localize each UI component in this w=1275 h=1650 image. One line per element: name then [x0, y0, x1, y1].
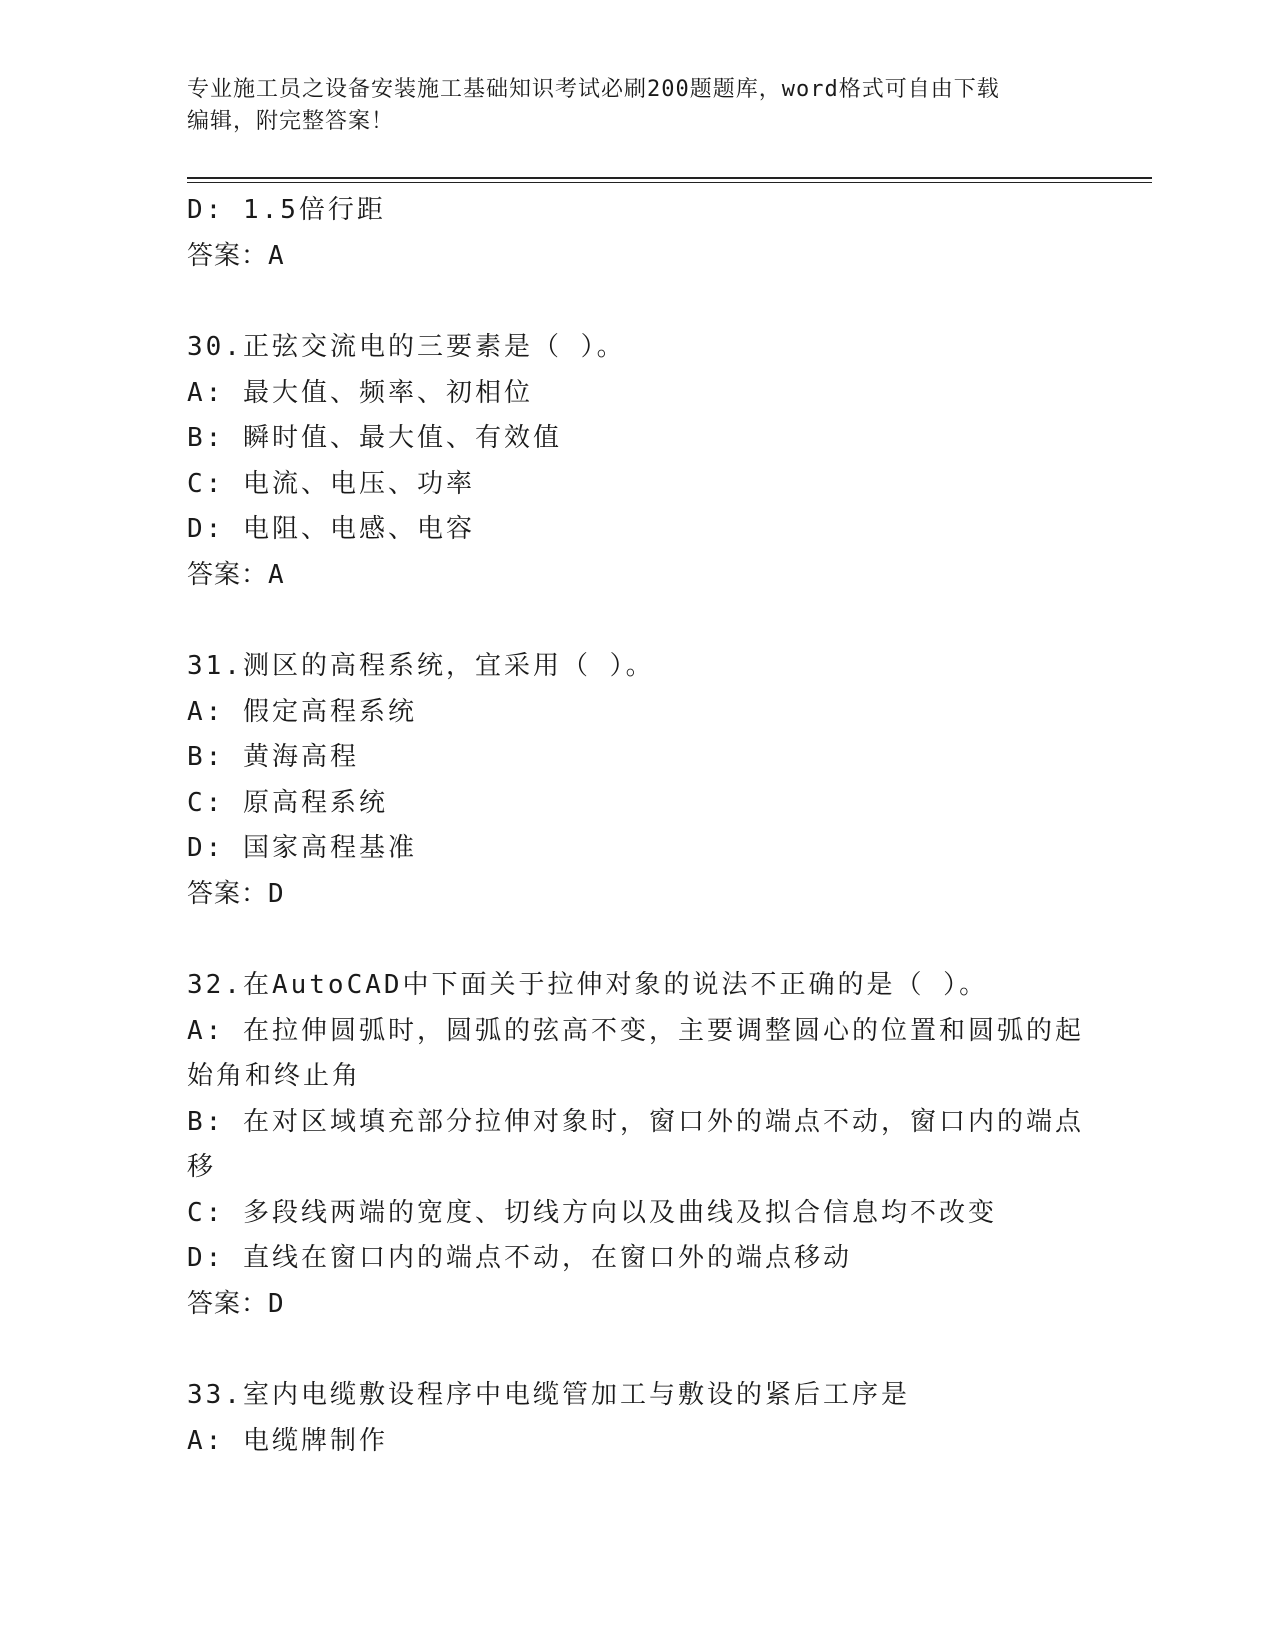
option-a: A: 在拉伸圆弧时，圆弧的弦高不变，主要调整圆心的位置和圆弧的起: [187, 1015, 1084, 1046]
header-title-line-2: 编辑，附完整答案！: [187, 109, 395, 134]
option-d: D: 电阻、电感、电容: [187, 514, 475, 544]
option-d: D: 1.5倍行距: [187, 195, 386, 225]
question-31: [187, 644, 1087, 917]
option-a: A: 假定高程系统: [187, 696, 417, 727]
option-b: B: 黄海高程: [187, 742, 359, 772]
spacer: [187, 1327, 1087, 1373]
header-title-line-1: 专业施工员之设备安装施工基础知识考试必刷200题题库，word格式可自由下载: [187, 77, 1000, 102]
question-stem: 33.室内电缆敷设程序中电缆管加工与敷设的紧后工序是: [187, 1380, 910, 1410]
option-d: D: 国家高程基准: [187, 833, 417, 863]
question-30: [187, 325, 1087, 598]
answer: 答案：A: [187, 240, 285, 271]
question-33: [187, 1373, 1087, 1464]
option-a: A: 电缆牌制作: [187, 1425, 388, 1456]
option-a: A: 最大值、频率、初相位: [187, 377, 533, 408]
document-header: [187, 74, 1087, 138]
spacer: [187, 279, 1087, 325]
question-stem: 32.在AutoCAD中下面关于拉伸对象的说法不正确的是（ ）。: [187, 970, 989, 1000]
option-d: D: 直线在窗口内的端点不动，在窗口外的端点移动: [187, 1243, 852, 1273]
answer: 答案：D: [187, 878, 285, 909]
header-rule-thin: [187, 182, 1152, 183]
answer: 答案：A: [187, 559, 285, 590]
question-content: [187, 188, 1087, 1464]
spacer: [187, 598, 1087, 644]
option-c: C: 电流、电压、功率: [187, 468, 475, 499]
spacer: [187, 917, 1087, 963]
option-c: C: 多段线两端的宽度、切线方向以及曲线及拟合信息均不改变: [187, 1197, 997, 1228]
option-b: B: 瞬时值、最大值、有效值: [187, 423, 562, 453]
question-32: [187, 963, 1087, 1327]
option-a-continuation: 始角和终止角: [187, 1061, 362, 1091]
option-b-continuation: 移: [187, 1152, 217, 1182]
answer: 答案：D: [187, 1288, 285, 1319]
question-29-tail: [187, 188, 1087, 279]
question-stem: 31.测区的高程系统，宜采用（ ）。: [187, 651, 655, 681]
option-b: B: 在对区域填充部分拉伸对象时，窗口外的端点不动，窗口内的端点: [187, 1106, 1084, 1137]
option-c: C: 原高程系统: [187, 787, 388, 818]
header-rule-thick: [187, 177, 1152, 179]
question-stem: 30.正弦交流电的三要素是（ ）。: [187, 332, 626, 362]
